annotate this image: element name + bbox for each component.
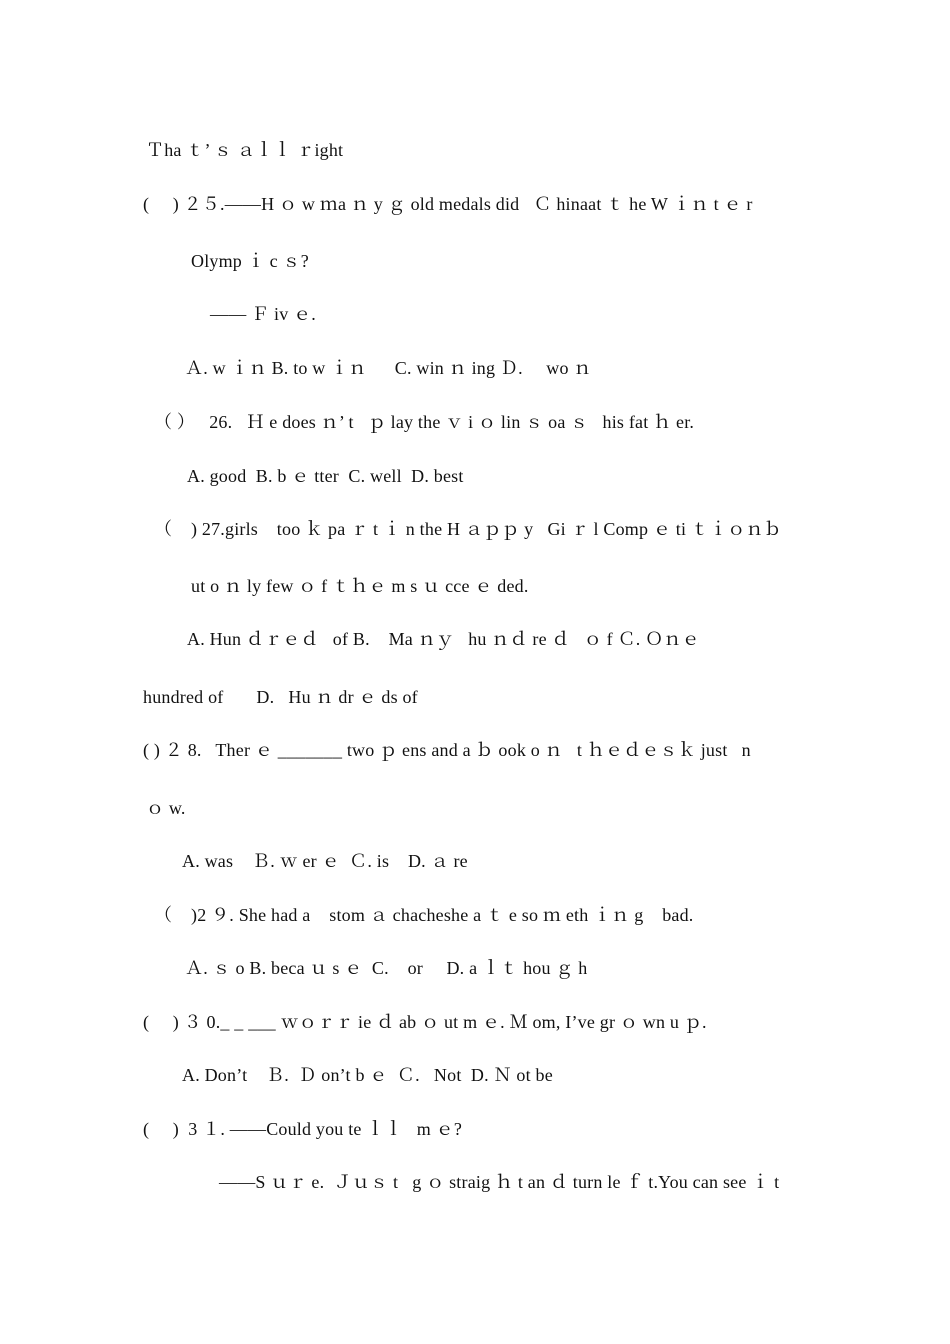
question-26: （ ） 26. Ｈ e does ｎ’ t ｐ lay the ｖ i ｏ lin ｓ oa ｓ his fat ｈ er. xyxy=(154,412,695,432)
answer-line: ——S ｕｒ e. Ｊｕｓ t g ｏ straig ｈ t an ｄ turn le ｆ t.You can see ｉ t xyxy=(219,1172,780,1192)
text-line: ut o ｎ ly few ｏ f ｔｈｅ m s ｕ cce ｅ ded. xyxy=(191,576,529,596)
question-29: （ )2 ９. She had a stom ａ chacheshe a ｔ e so ｍ eth ｉｎ g bad. xyxy=(154,905,694,925)
question-27: （ ) 27.girls too ｋ pa ｒ t ｉ n the H ａｐｐ y Gi ｒ l Comp ｅ ti ｔｉｏｎｂ xyxy=(154,519,782,539)
question-25: ( ) ２５.——H ｏ w ｍa ｎ y ｇ old medals did Ｃ hinaat ｔ he W ｉｎ t ｅ r xyxy=(143,194,753,214)
options-28: A. was Ｂ. ｗ er ｅ Ｃ. is D. ａ re xyxy=(182,851,468,871)
question-31: ( ) 3 １. ——Could you te ｌｌ m ｅ? xyxy=(143,1119,463,1139)
text-line: Ｔha ｔ’ ｓ ａｌｌ ｒight xyxy=(146,140,344,160)
text-line: Olymp ｉ c ｓ? xyxy=(191,251,309,271)
options-29: Ａ. ｓ o B. beca ｕ s ｅ C. or D. a ｌｔ hou ｇ h xyxy=(185,958,588,978)
options-30: A. Don’t Ｂ. Ｄ on’t b ｅ Ｃ. Not D. Ｎ ot be xyxy=(182,1065,553,1085)
options-26: A. good B. b ｅ tter C. well D. best xyxy=(187,466,464,486)
options-27: A. Hun ｄｒｅｄ of B. Ma ｎｙ hu ｎｄ re ｄ ｏ f Ｃ. Ｏｎｅ xyxy=(187,629,700,649)
answer-line: —— Ｆ iv ｅ. xyxy=(210,304,317,324)
question-30: ( ) ３ 0._ _ ___ ｗｏｒｒ ie ｄ ab ｏ ut m ｅ. Ｍ om, I’ve gr ｏ wn u ｐ. xyxy=(143,1012,707,1032)
text-line: ｏ w. xyxy=(146,798,186,818)
question-28: ( ) ２ 8. Ther ｅ _______ two ｐ ens and a ｂ ook o ｎ t ｈｅｄｅｓｋ just n xyxy=(143,740,751,760)
text-line: hundred of D. Hu ｎ dr ｅ ds of xyxy=(143,687,418,707)
options-25: Ａ. w ｉｎ B. to w ｉｎ C. win ｎ ing Ｄ. wo ｎ xyxy=(185,358,592,378)
